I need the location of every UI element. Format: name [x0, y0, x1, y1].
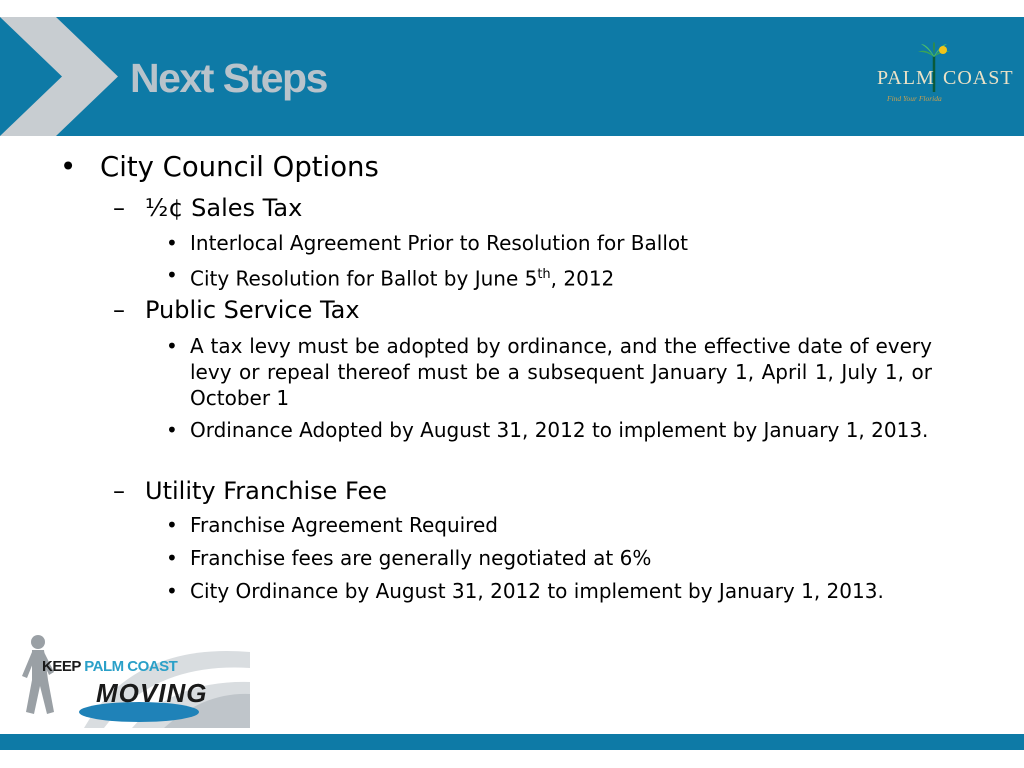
logo-word-coast: COAST	[943, 67, 1014, 89]
dash-icon: –	[113, 296, 125, 324]
keep-word: KEEP	[42, 658, 81, 675]
bottom-margin	[0, 750, 1024, 768]
sub-bullet-sales-tax: ½¢ Sales Tax	[145, 194, 303, 222]
bullet-dot-icon: •	[166, 546, 178, 570]
bullet-dot-icon: •	[60, 151, 77, 183]
bullet-city-council-options: City Council Options	[100, 151, 379, 183]
bullet-dot-icon: •	[166, 579, 178, 603]
moving-word: MOVING	[96, 678, 208, 708]
bullet-dot-icon: •	[166, 513, 178, 537]
item-ordinance-adopted: Ordinance Adopted by August 31, 2012 to implement by January 1, 2013.	[190, 418, 929, 442]
bullet-dot-icon: •	[166, 418, 178, 442]
bullet-dot-icon: •	[166, 231, 178, 255]
item-franchise-fees: Franchise fees are generally negotiated at 6%	[190, 546, 652, 570]
item-interlocal-agreement: Interlocal Agreement Prior to Resolution for Ballot	[190, 231, 688, 255]
item-tax-levy: A tax levy must be adopted by ordinance, and the effective date of every levy or repeal thereof must be a subsequent January 1, April 1, July 1, or October 1	[190, 334, 932, 410]
keep-palm-coast-text	[42, 658, 177, 675]
logo-tagline: Find Your Florida	[887, 94, 942, 103]
item-franchise-agreement: Franchise Agreement Required	[190, 513, 498, 537]
bullet-dot-icon: •	[166, 334, 178, 358]
item-city-resolution-year: , 2012	[550, 266, 615, 291]
sub-bullet-utility-franchise-fee: Utility Franchise Fee	[145, 477, 388, 505]
logo-word-palm: PALM	[877, 67, 935, 89]
item-city-resolution	[190, 262, 614, 292]
palm-coast-word: PALM COAST	[84, 658, 178, 675]
sub-bullet-public-service-tax: Public Service Tax	[145, 296, 360, 324]
item-city-ordinance: City Ordinance by August 31, 2012 to implement by January 1, 2013.	[190, 579, 884, 603]
keep-palm-coast-moving-logo	[14, 632, 250, 728]
dash-icon: –	[113, 194, 125, 222]
footer-band	[0, 734, 1024, 750]
bullet-dot-icon: •	[166, 263, 178, 287]
item-city-resolution-text: City Resolution for Ballot by June 5	[190, 266, 538, 291]
slide-title: Next Steps	[130, 55, 327, 101]
dash-icon: –	[113, 477, 125, 505]
superscript-th: th	[537, 267, 551, 282]
